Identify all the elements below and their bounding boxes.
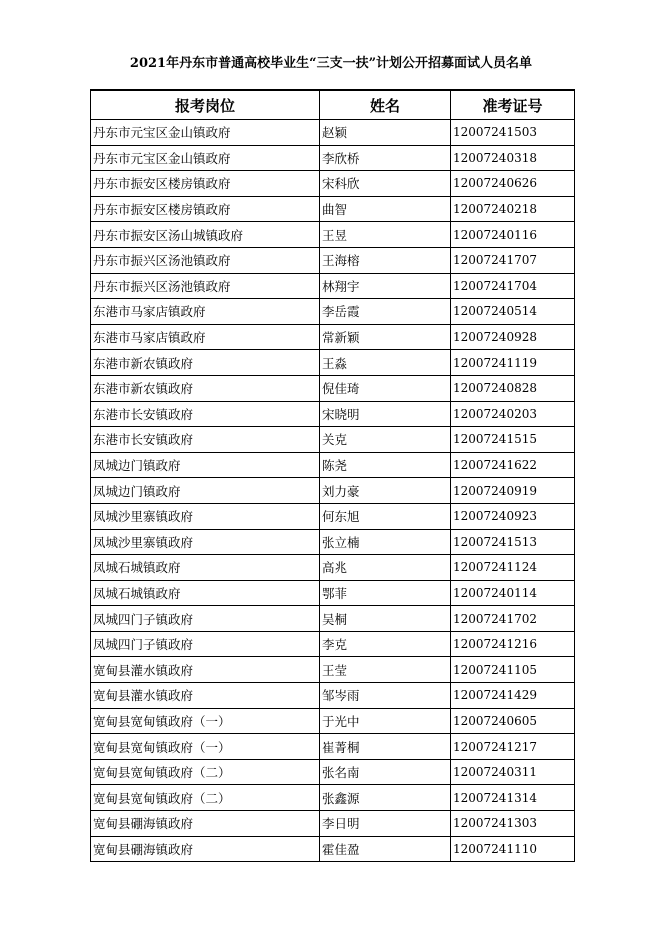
cell-name: 邹岑雨 (320, 683, 451, 709)
cell-exam-id: 12007240514 (451, 299, 575, 325)
cell-position: 凤城沙里寨镇政府 (91, 529, 320, 555)
table-row (91, 196, 575, 222)
table-row (91, 120, 575, 146)
cell-name: 张名南 (320, 759, 451, 785)
cell-position: 丹东市振安区楼房镇政府 (91, 171, 320, 197)
cell-name: 李克 (320, 631, 451, 657)
cell-name: 李日明 (320, 811, 451, 837)
cell-exam-id: 12007241704 (451, 273, 575, 299)
cell-position: 宽甸县宽甸镇政府（一） (91, 734, 320, 760)
cell-exam-id: 12007240919 (451, 478, 575, 504)
table-row (91, 631, 575, 657)
cell-name: 王海榕 (320, 247, 451, 273)
cell-exam-id: 12007240923 (451, 503, 575, 529)
table-row (91, 452, 575, 478)
cell-position: 凤城石城镇政府 (91, 555, 320, 581)
cell-exam-id: 12007241110 (451, 836, 575, 862)
table-row (91, 171, 575, 197)
cell-name: 张立楠 (320, 529, 451, 555)
table-row (91, 734, 575, 760)
table-row (91, 478, 575, 504)
cell-exam-id: 12007240311 (451, 759, 575, 785)
cell-position: 丹东市振兴区汤池镇政府 (91, 247, 320, 273)
cell-exam-id: 12007241513 (451, 529, 575, 555)
cell-position: 凤城四门子镇政府 (91, 631, 320, 657)
cell-position: 凤城四门子镇政府 (91, 606, 320, 632)
cell-exam-id: 12007240928 (451, 324, 575, 350)
table-row (91, 324, 575, 350)
cell-name: 鄂菲 (320, 580, 451, 606)
cell-exam-id: 12007241216 (451, 631, 575, 657)
table-row (91, 555, 575, 581)
cell-name: 何东旭 (320, 503, 451, 529)
header-exam-id: 准考证号 (451, 90, 575, 120)
cell-exam-id: 12007241124 (451, 555, 575, 581)
cell-position: 凤城沙里寨镇政府 (91, 503, 320, 529)
cell-name: 倪佳琦 (320, 375, 451, 401)
cell-position: 宽甸县宽甸镇政府（一） (91, 708, 320, 734)
cell-exam-id: 12007240828 (451, 375, 575, 401)
cell-position: 丹东市元宝区金山镇政府 (91, 120, 320, 146)
table-row (91, 708, 575, 734)
cell-exam-id: 12007241303 (451, 811, 575, 837)
table-row (91, 273, 575, 299)
table-row (91, 222, 575, 248)
table-body (91, 120, 575, 862)
cell-name: 李岳霞 (320, 299, 451, 325)
cell-name: 常新颖 (320, 324, 451, 350)
cell-name: 张鑫源 (320, 785, 451, 811)
table-row (91, 145, 575, 171)
cell-position: 东港市长安镇政府 (91, 427, 320, 453)
cell-position: 宽甸县宽甸镇政府（二） (91, 759, 320, 785)
cell-exam-id: 12007241217 (451, 734, 575, 760)
cell-exam-id: 12007240626 (451, 171, 575, 197)
cell-exam-id: 12007241622 (451, 452, 575, 478)
cell-exam-id: 12007241314 (451, 785, 575, 811)
cell-position: 丹东市振安区楼房镇政府 (91, 196, 320, 222)
cell-exam-id: 12007241503 (451, 120, 575, 146)
cell-position: 丹东市振兴区汤池镇政府 (91, 273, 320, 299)
cell-name: 陈尧 (320, 452, 451, 478)
cell-name: 宋晓明 (320, 401, 451, 427)
table-row (91, 759, 575, 785)
cell-name: 霍佳盈 (320, 836, 451, 862)
table-row (91, 580, 575, 606)
table-row (91, 299, 575, 325)
cell-exam-id: 12007241515 (451, 427, 575, 453)
table-row (91, 529, 575, 555)
cell-exam-id: 12007241429 (451, 683, 575, 709)
cell-exam-id: 12007241119 (451, 350, 575, 376)
cell-name: 曲智 (320, 196, 451, 222)
table-row (91, 657, 575, 683)
cell-exam-id: 12007240116 (451, 222, 575, 248)
cell-position: 宽甸县灌水镇政府 (91, 657, 320, 683)
cell-exam-id: 12007240218 (451, 196, 575, 222)
cell-name: 赵颖 (320, 120, 451, 146)
cell-position: 宽甸县硼海镇政府 (91, 811, 320, 837)
table-row (91, 836, 575, 862)
table-row (91, 427, 575, 453)
table-row (91, 375, 575, 401)
cell-name: 关克 (320, 427, 451, 453)
cell-position: 东港市新农镇政府 (91, 350, 320, 376)
cell-exam-id: 12007240605 (451, 708, 575, 734)
cell-position: 丹东市元宝区金山镇政府 (91, 145, 320, 171)
header-name: 姓名 (320, 90, 451, 120)
cell-position: 东港市马家店镇政府 (91, 299, 320, 325)
cell-position: 东港市长安镇政府 (91, 401, 320, 427)
cell-exam-id: 12007240318 (451, 145, 575, 171)
table-row (91, 785, 575, 811)
table-row (91, 606, 575, 632)
cell-exam-id: 12007240203 (451, 401, 575, 427)
cell-name: 王莹 (320, 657, 451, 683)
cell-position: 宽甸县灌水镇政府 (91, 683, 320, 709)
cell-name: 宋科欣 (320, 171, 451, 197)
interview-roster-table (90, 89, 575, 862)
cell-exam-id: 12007241702 (451, 606, 575, 632)
cell-name: 刘力豪 (320, 478, 451, 504)
cell-position: 宽甸县硼海镇政府 (91, 836, 320, 862)
cell-name: 吴桐 (320, 606, 451, 632)
table-row (91, 811, 575, 837)
cell-exam-id: 12007241707 (451, 247, 575, 273)
table-row (91, 503, 575, 529)
table-row (91, 247, 575, 273)
cell-position: 丹东市振安区汤山城镇政府 (91, 222, 320, 248)
cell-exam-id: 12007241105 (451, 657, 575, 683)
cell-position: 宽甸县宽甸镇政府（二） (91, 785, 320, 811)
cell-position: 东港市新农镇政府 (91, 375, 320, 401)
cell-name: 王淼 (320, 350, 451, 376)
cell-position: 凤城边门镇政府 (91, 452, 320, 478)
cell-name: 李欣桥 (320, 145, 451, 171)
cell-position: 凤城边门镇政府 (91, 478, 320, 504)
table-row (91, 401, 575, 427)
cell-position: 凤城石城镇政府 (91, 580, 320, 606)
table-row (91, 683, 575, 709)
cell-name: 高兆 (320, 555, 451, 581)
cell-position: 东港市马家店镇政府 (91, 324, 320, 350)
table-row (91, 350, 575, 376)
cell-exam-id: 12007240114 (451, 580, 575, 606)
page-title: 2021年丹东市普通高校毕业生“三支一扶”计划公开招募面试人员名单 (129, 56, 533, 71)
cell-name: 林翔宇 (320, 273, 451, 299)
cell-name: 崔菁桐 (320, 734, 451, 760)
cell-name: 王昱 (320, 222, 451, 248)
header-position: 报考岗位 (91, 90, 320, 120)
table-header-row (91, 90, 575, 120)
cell-name: 于光中 (320, 708, 451, 734)
